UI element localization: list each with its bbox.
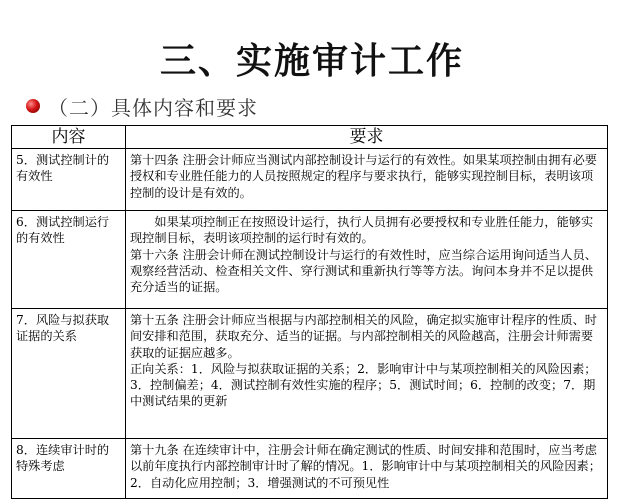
row-requirement bbox=[126, 149, 608, 211]
row-item: 7．风险与拟获取证据的关系 bbox=[12, 309, 126, 439]
header-requirement: 要求 bbox=[126, 126, 608, 149]
table-row bbox=[12, 149, 608, 211]
page-title: 三、实施审计工作 bbox=[159, 41, 464, 82]
red-bullet-icon bbox=[26, 99, 40, 113]
requirement-paragraph: 正向关系：1．风险与拟获取证据的关系；2．影响审计中与某项控制相关的风险因素；3．控制偏差；4．测试控制有效性实施的程序；5．测试时间；6．控制的改变；7．期中测试结果的更新 bbox=[130, 361, 597, 409]
section-subtitle bbox=[26, 92, 258, 120]
row-item: 5．测试控制计的有效性 bbox=[12, 149, 126, 211]
subtitle-text: （二）具体内容和要求 bbox=[48, 95, 258, 120]
table-row bbox=[12, 309, 608, 439]
requirements-table bbox=[11, 125, 608, 499]
table-row bbox=[12, 439, 608, 499]
row-requirement bbox=[126, 309, 608, 439]
table-header-row bbox=[12, 126, 608, 149]
row-requirement bbox=[126, 211, 608, 309]
row-item: 6．测试控制运行的有效性 bbox=[12, 211, 126, 309]
header-content: 内容 bbox=[12, 126, 126, 149]
requirement-paragraph: 第十六条 注册会计师在测试控制设计与运行的有效性时，应当综合运用询问适当人员、观察经营活动、检查相关文件、穿行测试和重新执行等等方法。询问本身并不足以提供充分适当的证据。 bbox=[130, 247, 597, 295]
requirement-paragraph: 第十五条 注册会计师应当根据与内部控制相关的风险，确定拟实施审计程序的性质、时间安排和范围，获取充分、适当的证据。与内部控制相关的风险越高，注册会计师需要获取的证据应越多。 bbox=[130, 313, 597, 360]
row-requirement bbox=[126, 439, 608, 499]
table-row bbox=[12, 211, 608, 309]
requirement-paragraph: 第十九条 在连续审计中，注册会计师在确定测试的性质、时间安排和范围时，应当考虑以前年度执行内部控制审计时了解的情况。1．影响审计中与某项控制相关的风险因素；2．自动化应用控制；3．增强测试的不可预见性 bbox=[130, 443, 601, 490]
requirement-paragraph: 如果某项控制正在按照设计运行，执行人员拥有必要授权和专业胜任能力，能够实现控制目标，表明该项控制的运行时有效的。 bbox=[130, 215, 594, 246]
row-item: 8．连续审计时的特殊考虑 bbox=[12, 439, 126, 499]
requirement-paragraph: 第十四条 注册会计师应当测试内部控制设计与运行的有效性。如果某项控制由拥有必要授权和专业胜任能力的人员按照规定的程序与要求执行，能够实现控制目标，表明该项控制的设计是有效的。 bbox=[130, 153, 597, 200]
